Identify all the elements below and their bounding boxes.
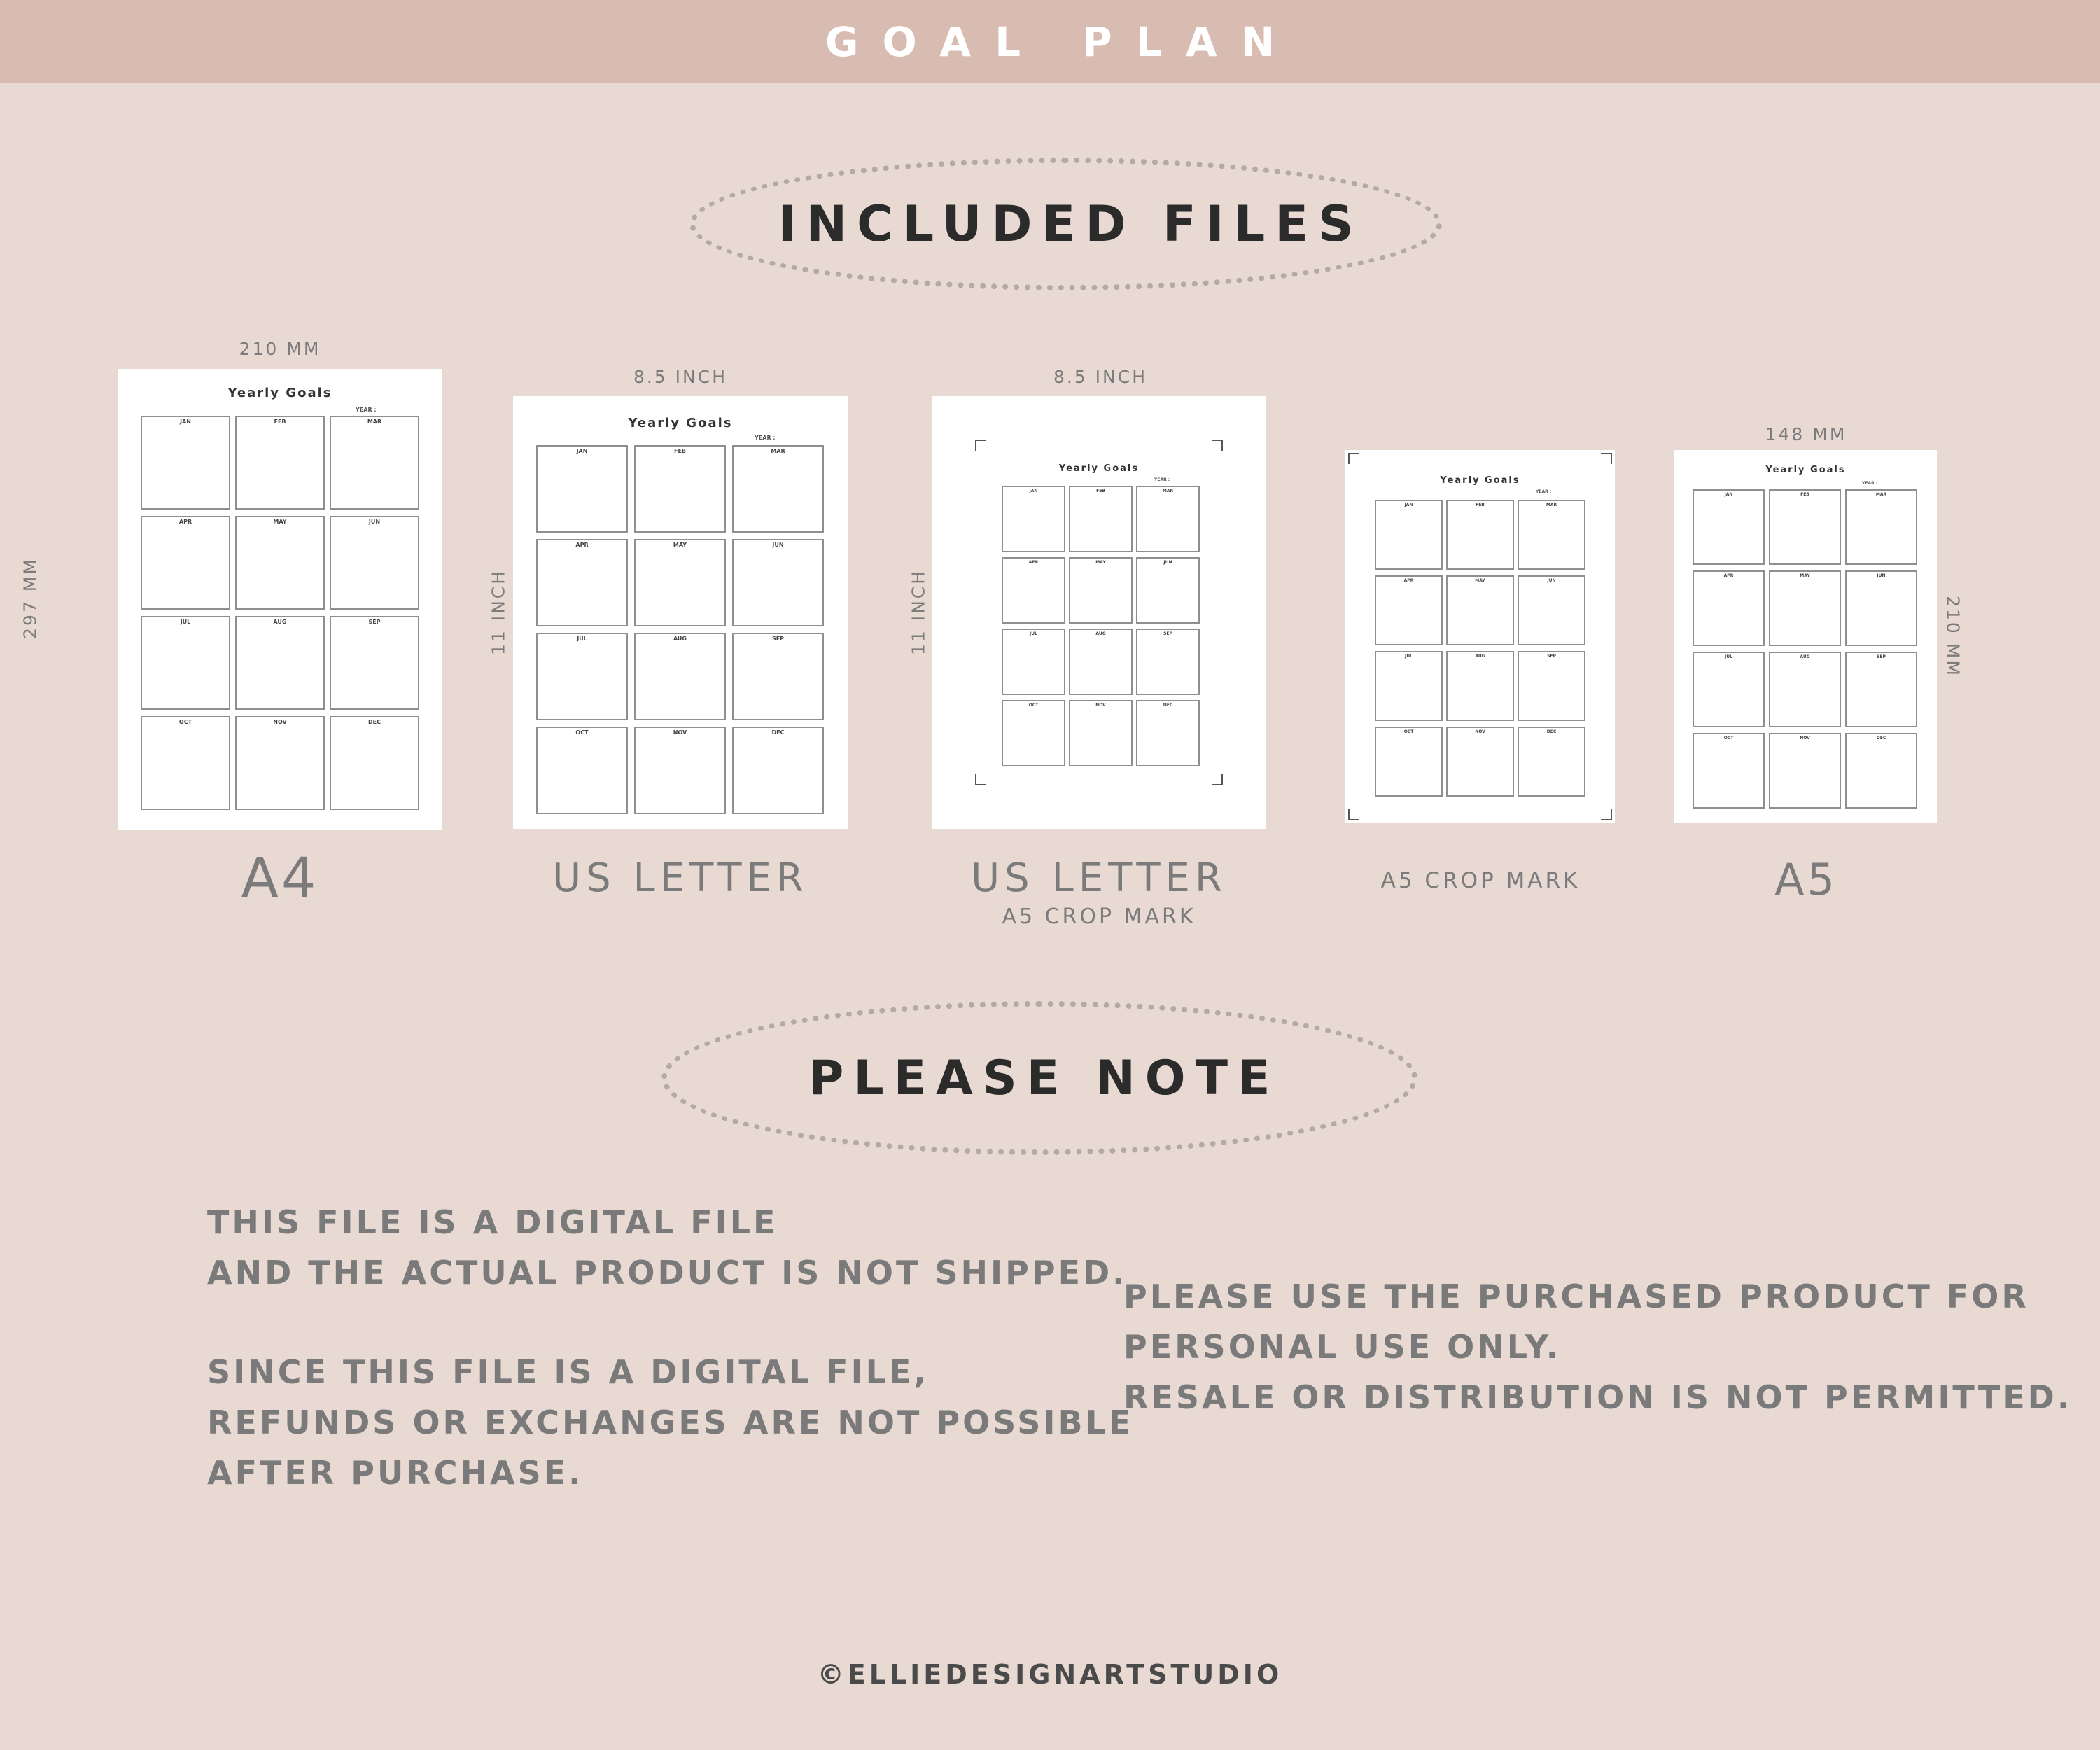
- month-label: FEB: [1800, 492, 1809, 497]
- note-line: RESALE OR DISTRIBUTION IS NOT PERMITTED.: [1124, 1378, 2073, 1416]
- month-box: [330, 716, 419, 810]
- month-box: [235, 616, 325, 710]
- month-box: [235, 416, 325, 510]
- month-box: [1693, 489, 1765, 565]
- crop-mark: [1611, 453, 1612, 464]
- month-label: MAY: [1096, 560, 1106, 565]
- month-box: [1446, 651, 1514, 721]
- please-note-heading: [662, 1001, 1418, 1155]
- month-label: DEC: [1163, 703, 1173, 708]
- month-label: JUL: [180, 619, 191, 625]
- format-sublabel-a5-crop: A5 CROP MARK: [1002, 904, 1196, 929]
- month-label: DEC: [1546, 729, 1557, 734]
- month-label: JAN: [1029, 489, 1038, 493]
- month-box: [1002, 486, 1065, 552]
- format-label-a5: A5: [1774, 854, 1837, 905]
- month-label: OCT: [1028, 703, 1039, 708]
- month-box: [330, 516, 419, 610]
- month-label: APR: [575, 542, 589, 548]
- month-box: [1769, 733, 1841, 808]
- crop-mark: [1348, 453, 1350, 464]
- usletter-crop-width-label: 8.5 INCH: [1053, 367, 1148, 387]
- month-label: JUL: [577, 636, 587, 642]
- format-label-a5-crop: A5 CROP MARK: [1380, 868, 1581, 893]
- month-box: [732, 727, 824, 814]
- included-files-text: INCLUDED FILES: [778, 195, 1364, 253]
- month-box: [1375, 727, 1443, 797]
- month-box: [732, 633, 824, 720]
- sheet-year-label: YEAR :: [755, 435, 776, 441]
- month-label: JAN: [1404, 503, 1413, 507]
- month-label: SEP: [1163, 631, 1172, 636]
- crop-mark: [1348, 809, 1350, 820]
- included-files-heading: [690, 158, 1442, 290]
- month-label: NOV: [1800, 736, 1810, 741]
- sheet-year-label: YEAR :: [1536, 489, 1552, 494]
- sheet-year-label: YEAR :: [1862, 481, 1878, 486]
- sheet-year-label: YEAR :: [1154, 477, 1170, 482]
- month-box: [141, 716, 230, 810]
- month-box: [1069, 700, 1133, 766]
- month-box: [634, 727, 726, 814]
- crop-mark: [975, 784, 986, 785]
- usletter-height-label: 11 INCH: [488, 568, 509, 656]
- note-line: REFUNDS OR EXCHANGES ARE NOT POSSIBLE: [207, 1404, 1134, 1441]
- a5-width-label: 148 MM: [1765, 424, 1847, 444]
- month-box: [1375, 500, 1443, 570]
- month-label: MAY: [673, 542, 687, 548]
- month-label: AUG: [1800, 654, 1810, 659]
- format-label-us-letter-crop: US LETTER: [971, 855, 1227, 901]
- a4-width-label: 210 MM: [239, 339, 321, 359]
- month-box: [1002, 629, 1065, 695]
- month-label: MAY: [1800, 573, 1810, 578]
- month-box: [1446, 500, 1514, 570]
- month-box: [536, 727, 628, 814]
- format-label-a4: A4: [241, 847, 319, 910]
- month-box: [1769, 652, 1841, 727]
- month-box: [1375, 651, 1443, 721]
- sheet-a5: [1674, 450, 1937, 823]
- month-box: [1002, 557, 1065, 624]
- note-left-2: [207, 1347, 1133, 1498]
- month-label: DEC: [1876, 736, 1886, 741]
- month-label: AUG: [273, 619, 287, 625]
- month-label: NOV: [673, 729, 687, 736]
- sheet-title: Yearly Goals: [1440, 475, 1520, 486]
- format-label-us-letter: US LETTER: [552, 855, 808, 901]
- month-label: DEC: [771, 729, 785, 736]
- month-label: MAR: [1875, 492, 1887, 497]
- month-label: FEB: [1476, 503, 1485, 507]
- page-title: GOAL PLAN: [825, 18, 1299, 66]
- month-box: [1002, 700, 1065, 766]
- sheet-title: Yearly Goals: [1765, 465, 1846, 475]
- month-box: [1693, 652, 1765, 727]
- month-label: JUN: [1877, 573, 1886, 578]
- footer-copyright: ©ELLIEDESIGNARTSTUDIO: [817, 1659, 1283, 1690]
- month-box: [1446, 727, 1514, 797]
- month-box: [330, 616, 419, 710]
- month-box: [1518, 500, 1586, 570]
- crop-mark: [1222, 440, 1223, 451]
- month-label: JAN: [180, 419, 191, 425]
- month-box: [1769, 489, 1841, 565]
- month-label: FEB: [673, 448, 687, 454]
- month-label: AUG: [1475, 654, 1485, 659]
- month-box: [1845, 652, 1917, 727]
- month-box: [235, 516, 325, 610]
- sheet-a5-crop: [1345, 450, 1615, 823]
- month-box: [141, 616, 230, 710]
- month-box: [1518, 727, 1586, 797]
- please-note-text: PLEASE NOTE: [808, 1050, 1280, 1106]
- crop-mark: [975, 774, 976, 785]
- month-label: OCT: [178, 719, 192, 725]
- month-box: [732, 445, 824, 533]
- month-box: [1518, 651, 1586, 721]
- note-line: PLEASE USE THE PURCHASED PRODUCT FOR: [1124, 1278, 2029, 1315]
- month-box: [536, 445, 628, 533]
- sheet-us-letter-crop: [932, 396, 1266, 829]
- month-box: [634, 633, 726, 720]
- month-box: [1069, 629, 1133, 695]
- month-label: JUL: [1725, 654, 1732, 659]
- month-label: MAY: [273, 519, 287, 525]
- month-label: SEP: [1547, 654, 1556, 659]
- month-box: [330, 416, 419, 510]
- month-label: MAR: [771, 448, 785, 454]
- month-label: FEB: [274, 419, 286, 425]
- note-right: [1124, 1271, 2072, 1422]
- month-box: [1693, 570, 1765, 646]
- month-box: [634, 445, 726, 533]
- sheet-title: Yearly Goals: [227, 386, 332, 400]
- crop-mark: [1348, 453, 1359, 454]
- month-label: APR: [1404, 578, 1414, 583]
- month-label: NOV: [1096, 703, 1106, 708]
- month-label: FEB: [1096, 489, 1105, 493]
- note-line: PERSONAL USE ONLY.: [1124, 1328, 1562, 1366]
- month-box: [1136, 700, 1200, 766]
- month-box: [1769, 570, 1841, 646]
- month-box: [1069, 486, 1133, 552]
- month-label: SEP: [771, 636, 785, 642]
- sheet-a4: [118, 369, 442, 830]
- a5-height-label: 210 MM: [1942, 596, 1963, 678]
- note-left-1: [207, 1197, 1128, 1298]
- note-line: SINCE THIS FILE IS A DIGITAL FILE,: [207, 1353, 929, 1391]
- month-label: JUL: [1030, 631, 1037, 636]
- month-box: [1136, 486, 1200, 552]
- month-box: [536, 539, 628, 626]
- header-bar: [0, 0, 2100, 83]
- month-label: SEP: [368, 619, 381, 625]
- crop-mark: [975, 440, 986, 441]
- month-label: SEP: [1877, 654, 1886, 659]
- month-label: OCT: [1404, 729, 1414, 734]
- crop-mark: [975, 440, 976, 451]
- month-box: [141, 416, 230, 510]
- month-label: AUG: [673, 636, 687, 642]
- month-label: JUL: [1405, 654, 1413, 659]
- month-label: APR: [178, 519, 192, 525]
- month-box: [732, 539, 824, 626]
- month-label: JAN: [576, 448, 588, 454]
- month-label: MAR: [1546, 503, 1558, 507]
- month-box: [1845, 570, 1917, 646]
- month-label: AUG: [1096, 631, 1106, 636]
- month-box: [1136, 557, 1200, 624]
- month-box: [1375, 575, 1443, 645]
- sheet-title: Yearly Goals: [628, 416, 733, 430]
- month-box: [235, 716, 325, 810]
- month-label: JUN: [772, 542, 784, 548]
- month-label: JAN: [1724, 492, 1733, 497]
- sheet-year-label: YEAR :: [356, 407, 377, 413]
- month-label: NOV: [273, 719, 287, 725]
- crop-mark: [1348, 819, 1359, 820]
- usletter-crop-height-label: 11 INCH: [908, 568, 929, 656]
- crop-mark: [1222, 774, 1223, 785]
- month-box: [1845, 489, 1917, 565]
- month-label: MAR: [1162, 489, 1174, 493]
- month-label: MAY: [1475, 578, 1485, 583]
- month-box: [1845, 733, 1917, 808]
- month-box: [1446, 575, 1514, 645]
- a4-height-label: 297 MM: [20, 557, 41, 639]
- month-box: [1693, 733, 1765, 808]
- usletter-width-label: 8.5 INCH: [633, 367, 728, 387]
- month-label: JUN: [1163, 560, 1172, 565]
- note-line: AFTER PURCHASE.: [207, 1454, 584, 1492]
- month-box: [1136, 629, 1200, 695]
- month-box: [1069, 557, 1133, 624]
- month-label: JUN: [1547, 578, 1556, 583]
- month-box: [141, 516, 230, 610]
- note-line: THIS FILE IS A DIGITAL FILE: [207, 1203, 778, 1241]
- month-box: [634, 539, 726, 626]
- month-label: OCT: [575, 729, 589, 736]
- month-label: JUN: [368, 519, 381, 525]
- month-label: APR: [1723, 573, 1734, 578]
- month-label: OCT: [1723, 736, 1734, 741]
- month-box: [536, 633, 628, 720]
- month-box: [1518, 575, 1586, 645]
- month-label: MAR: [367, 419, 382, 425]
- crop-mark: [1611, 809, 1612, 820]
- note-line: AND THE ACTUAL PRODUCT IS NOT SHIPPED.: [207, 1254, 1128, 1292]
- month-label: DEC: [368, 719, 381, 725]
- sheet-title: Yearly Goals: [1058, 463, 1140, 474]
- month-label: APR: [1028, 560, 1039, 565]
- sheet-us-letter: [513, 396, 848, 829]
- month-label: NOV: [1475, 729, 1485, 734]
